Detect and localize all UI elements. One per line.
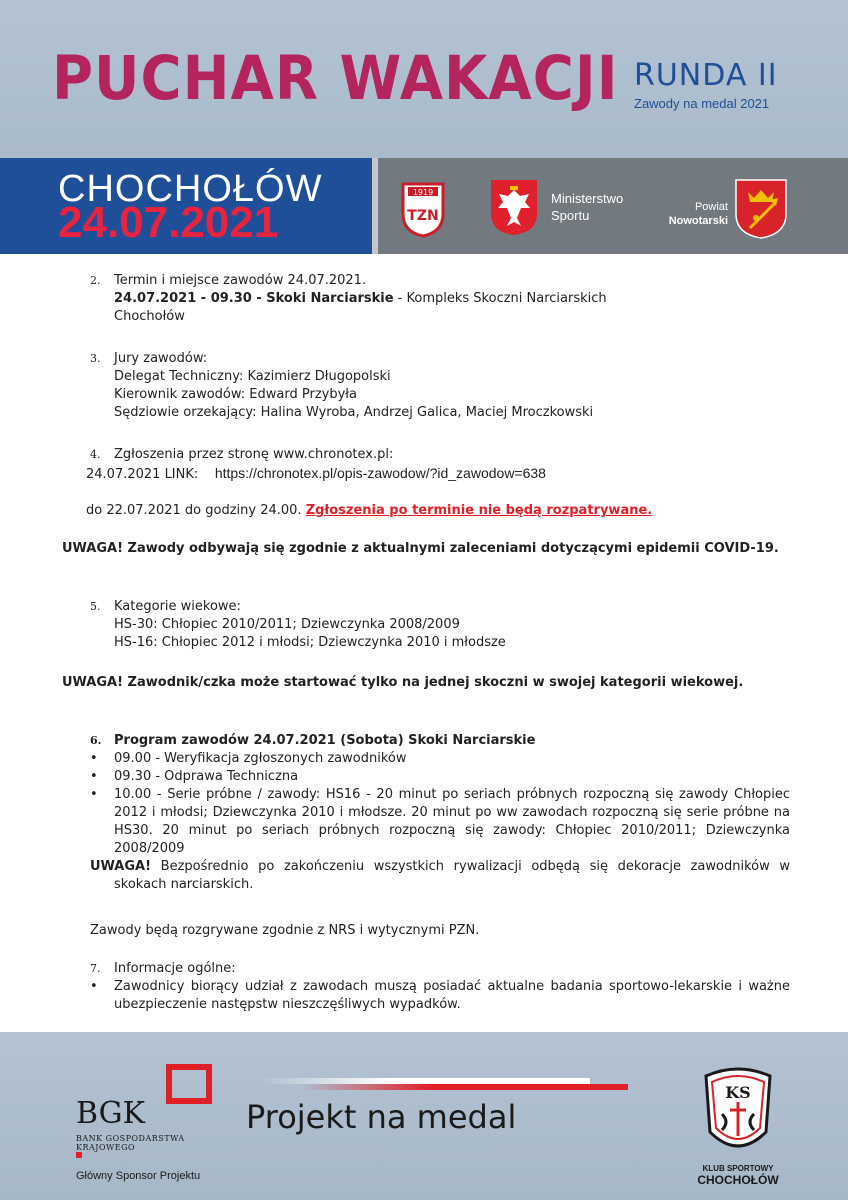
header-top	[0, 0, 848, 158]
bgk-full-name: BANK GOSPODARSTWA KRAJOWEGO	[76, 1134, 185, 1152]
bgk-logo-icon	[166, 1064, 212, 1104]
event-date: 24.07.2021	[58, 198, 279, 247]
deadline-warning: Zgłoszenia po terminie nie będą rozpatrywane.	[305, 503, 653, 518]
city-name: CHOCHOŁÓW	[58, 168, 323, 210]
tzn-letters: TZN	[407, 208, 439, 224]
section-number: 7.	[90, 962, 101, 975]
ministry-line2: Sportu	[551, 208, 590, 223]
powiat-label	[652, 200, 728, 228]
projekt-na-medal-stripe-red	[302, 1084, 628, 1090]
section-3	[90, 350, 790, 422]
event-title: PUCHAR WAKACJI	[52, 44, 619, 115]
section-2-line1: Termin i miejsce zawodów 24.07.2021.	[114, 273, 367, 288]
bullet-text: 09.00 - Weryfikacja zgłoszonych zawodników	[114, 751, 407, 766]
polish-eagle-icon	[489, 178, 539, 236]
tzn-year: 1919	[412, 188, 434, 197]
section-2-rest: - Kompleks Skoczni Narciarskich	[393, 291, 607, 306]
projekt-na-medal-logo: Projekt na medal	[246, 1098, 517, 1136]
program-title: Program zawodów 24.07.2021 (Sobota) Skoki Narciarskie	[114, 733, 536, 748]
list-item: • 10.00 - Serie próbne / zawody: HS16 - 20 minut po seriach próbnych rozpoczną się zawody Chłopiec 2012 i młodsi; Dziewczynka 2010 i młodsze. 20 minut po ww zawodach rozpoczną się serie próbne na HS30. 20 minut po seriach próbnych rozpoczną się zawody: Chłopiec 2010/2011; Dziewczynka 2008/2009	[90, 787, 790, 856]
powiat-line1: Powiat	[694, 201, 728, 213]
city-date-panel	[0, 158, 372, 254]
bgk-sponsor-label: Główny Sponsor Projektu	[76, 1170, 201, 1182]
list-item: • Zawodnicy biorący udział z zawodach muszą posiadać aktualne badania sportowo-lekarskie i ważne ubezpieczenie następstw nieszczęśliwych wypadków.	[90, 979, 790, 1012]
bullet-text: 10.00 - Serie próbne / zawody: HS16 - 20 minut po seriach próbnych rozpoczną się zawody Chłopiec 2012 i młodsi; Dziewczynka 2010 i młodsze. 20 minut po ww zawodach rozpoczną się serie próbne na HS30. 20 minut po seriach próbnych rozpoczną się zawody: Chłopiec 2010/2011; Dziewczynka 2008/2009	[114, 787, 790, 856]
ks-line1: KLUB SPORTOWY	[702, 1164, 774, 1173]
section-4-line1: Zgłoszenia przez stronę www.chronotex.pl:	[114, 447, 394, 462]
link-prefix: 24.07.2021 LINK:	[86, 467, 199, 482]
powiat-line2: Nowotarski	[668, 215, 728, 227]
nrs-note: Zawody będą rozgrywane zgodnie z NRS i wytycznymi PZN.	[90, 923, 480, 938]
registration-link[interactable]: https://chronotex.pl/opis-zawodow/?id_zawodow=638	[214, 465, 546, 481]
section-4-link-line	[86, 464, 806, 484]
section-number: 3.	[90, 352, 101, 365]
decoration-uwaga: UWAGA!	[90, 859, 152, 874]
section-4	[90, 446, 790, 464]
list-item: • 09.30 - Odprawa Techniczna	[90, 769, 299, 784]
bgk-accent-square	[76, 1152, 82, 1158]
category-hs16: HS-16: Chłopiec 2012 i młodsi; Dziewczynka 2010 i młodsze	[114, 635, 506, 650]
section-2-bold: 24.07.2021 - 09.30 - Skoki Narciarskie	[114, 291, 394, 306]
section-3-line2: Delegat Techniczny: Kazimierz Długopolski	[114, 369, 391, 384]
footer	[0, 1032, 848, 1200]
bgk-logo: BGK	[76, 1096, 145, 1131]
header-band	[0, 158, 848, 254]
section-3-line1: Jury zawodów:	[114, 351, 208, 366]
section-2-line3: Chochołów	[114, 309, 185, 324]
section-number: 6.	[90, 734, 102, 747]
ministry-line1: Ministerstwo	[551, 191, 624, 206]
section-number: 5.	[90, 600, 101, 613]
ks-label	[686, 1164, 790, 1187]
covid-notice: UWAGA! Zawody odbywają się zgodnie z aktualnymi zaleceniami dotyczącymi epidemii COVID-19.	[62, 541, 779, 556]
powiat-crest-icon	[734, 178, 788, 240]
decoration-notice	[90, 858, 790, 894]
section-5	[90, 598, 790, 652]
section-number: 4.	[90, 448, 101, 461]
one-hill-notice: UWAGA! Zawodnik/czka może startować tylko na jednej skoczni w swojej kategorii wiekowej.	[62, 675, 744, 690]
section-2	[90, 272, 790, 326]
section-3-line3: Kierownik zawodów: Edward Przybyła	[114, 387, 357, 402]
section-3-line4: Sędziowie orzekający: Halina Wyroba, Andrzej Galica, Maciej Mroczkowski	[114, 405, 594, 420]
ministry-label	[551, 190, 623, 224]
program-list	[90, 750, 790, 858]
ks-letters: KS	[725, 1083, 751, 1102]
round-subtitle: Zawody na medal 2021	[634, 96, 770, 111]
ks-line2: CHOCHOŁÓW	[697, 1173, 779, 1187]
bullet-text: Zawodnicy biorący udział z zawodach muszą posiadać aktualne badania sportowo-lekarskie i ważne ubezpieczenie następstw nieszczęśliwych wypadków.	[114, 979, 790, 1012]
round-label: RUNDA II	[634, 58, 778, 93]
section-7-line1: Informacje ogólne:	[114, 961, 236, 976]
category-hs30: HS-30: Chłopiec 2010/2011; Dziewczynka 2008/2009	[114, 617, 460, 632]
section-4-deadline	[86, 502, 806, 520]
section-number: 2.	[90, 274, 101, 287]
deadline-text: do 22.07.2021 do godziny 24.00.	[86, 503, 306, 518]
ks-chocholow-crest-icon	[700, 1062, 776, 1162]
decoration-text: Bezpośrednio po zakończeniu wszystkich rywalizacji odbędą się dekoracje zawodników w skokach narciarskich.	[114, 859, 790, 892]
tzn-badge-icon	[399, 180, 447, 238]
section-7	[90, 960, 790, 1014]
list-item: • 09.00 - Weryfikacja zgłoszonych zawodników	[90, 751, 407, 766]
section-5-line1: Kategorie wiekowe:	[114, 599, 241, 614]
bullet-text: 09.30 - Odprawa Techniczna	[114, 769, 299, 784]
section-6	[90, 732, 790, 750]
